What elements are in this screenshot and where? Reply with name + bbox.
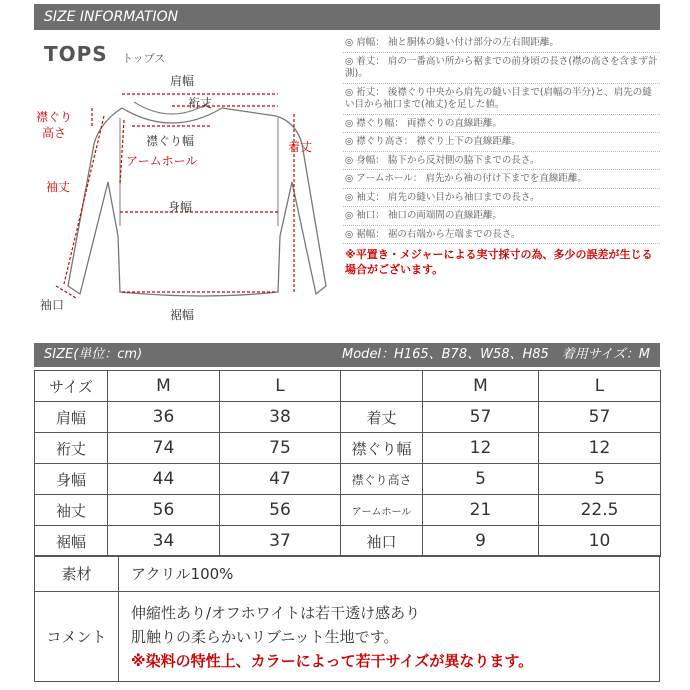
product-info-table bbox=[34, 555, 660, 682]
row-label: 着丈 bbox=[341, 402, 423, 433]
label-erigurihaba: 襟ぐり幅 bbox=[146, 134, 195, 148]
table-cell: 12 bbox=[423, 433, 539, 464]
table-cell: 34 bbox=[108, 526, 220, 557]
definition-yukitake: ◎ 裄丈： 後襟ぐり中央から肩先の縫い目まで(肩幅の半分)と、肩先の縫い目から袖口まで(袖丈)を足した値。 bbox=[343, 84, 660, 115]
comment-body bbox=[119, 592, 660, 682]
label-katahaba: 肩幅 bbox=[170, 74, 195, 88]
table-cell: 10 bbox=[539, 526, 661, 557]
definition-armhole: ◎ アームホール： 肩先から袖の付け下までを直線距離。 bbox=[343, 170, 660, 189]
table-cell: 37 bbox=[220, 526, 341, 557]
table-cell: 75 bbox=[220, 433, 341, 464]
definition-eriguritakasa: ◎ 襟ぐり高さ： 襟ぐり上下の直線距離。 bbox=[343, 133, 660, 152]
table-row bbox=[35, 495, 661, 526]
table-row bbox=[35, 464, 661, 495]
table-cell: 47 bbox=[220, 464, 341, 495]
table-row bbox=[35, 433, 661, 464]
garment-diagram bbox=[34, 66, 334, 336]
definition-mihaba: ◎ 身幅： 脇下から反対側の脇下までの長さ。 bbox=[343, 152, 660, 171]
row-label: 裄丈 bbox=[35, 433, 108, 464]
table-cell: 22.5 bbox=[539, 495, 661, 526]
row-label: 袖口 bbox=[341, 526, 423, 557]
comment-line-2: 肌触りの柔らかいリブニット生地です。 bbox=[131, 627, 399, 646]
table-row bbox=[35, 526, 661, 557]
material-row bbox=[35, 556, 660, 592]
table-cell: 57 bbox=[539, 402, 661, 433]
header-cell: M bbox=[423, 371, 539, 402]
definition-sodeguchi: ◎ 袖口： 袖口の両端間の直線距離。 bbox=[343, 207, 660, 226]
table-cell: 12 bbox=[539, 433, 661, 464]
table-cell: 5 bbox=[539, 464, 661, 495]
definition-kitake: ◎ 着丈： 肩の一番高い所から裾までの前身頃の長さ(襟の高さを含まず計測)。 bbox=[343, 53, 660, 84]
size-bar bbox=[34, 343, 660, 367]
table-cell: 56 bbox=[108, 495, 220, 526]
label-sodeguchi: 袖口 bbox=[40, 298, 65, 312]
material-value: アクリル100% bbox=[119, 556, 660, 592]
measurement-definitions bbox=[343, 34, 660, 280]
table-cell: 57 bbox=[423, 402, 539, 433]
definition-katahaba: ◎ 肩幅： 袖と胴体の縫い付け部分の左右間距離。 bbox=[343, 34, 660, 53]
definition-susohaba: ◎ 裾幅： 裾の右端から左端までの長さ。 bbox=[343, 226, 660, 245]
size-table bbox=[34, 370, 661, 557]
header-cell: M bbox=[108, 371, 220, 402]
header-title: SIZE INFORMATION bbox=[44, 9, 179, 25]
row-label: 袖丈 bbox=[35, 495, 108, 526]
comment-label: コメント bbox=[35, 592, 119, 682]
header-cell: L bbox=[539, 371, 661, 402]
measurement-notice: ※平置き・メジャーによる実寸採寸の為、多少の誤差が生じる場合がございます。 bbox=[345, 248, 653, 276]
definition-sodetake: ◎ 袖丈： 肩先の縫い目から袖口までの長さ。 bbox=[343, 189, 660, 208]
row-label: 身幅 bbox=[35, 464, 108, 495]
table-cell: 74 bbox=[108, 433, 220, 464]
table-cell: 36 bbox=[108, 402, 220, 433]
table-cell: 21 bbox=[423, 495, 539, 526]
label-susohaba: 裾幅 bbox=[170, 308, 195, 322]
row-label: アームホール bbox=[341, 495, 423, 526]
size-information-header bbox=[34, 4, 660, 30]
table-cell: 38 bbox=[220, 402, 341, 433]
label-armhole: アームホール bbox=[126, 154, 198, 168]
header-cell bbox=[341, 371, 423, 402]
category-title: TOPS bbox=[44, 42, 108, 66]
comment-row bbox=[35, 592, 660, 682]
comment-line-1: 伸縮性あり/オフホワイトは若干透け感あり bbox=[131, 603, 421, 622]
header-cell: サイズ bbox=[35, 371, 108, 402]
label-eriguritakasa-2: 高さ bbox=[42, 126, 67, 140]
category-subtitle: トップス bbox=[122, 52, 166, 65]
label-sodetake: 袖丈 bbox=[46, 180, 71, 194]
comment-line-3: ※染料の特性上、カラーによって若干サイズが異なります。 bbox=[131, 651, 534, 670]
definition-erigurihaba: ◎ 襟ぐり幅： 両襟ぐりの直線距離。 bbox=[343, 115, 660, 134]
row-label: 裾幅 bbox=[35, 526, 108, 557]
row-label: 肩幅 bbox=[35, 402, 108, 433]
size-table-header bbox=[35, 371, 661, 402]
label-kitake: 着丈 bbox=[288, 140, 313, 154]
size-unit-label: SIZE(単位：cm) bbox=[44, 347, 143, 362]
row-label: 襟ぐり高さ bbox=[341, 464, 423, 495]
material-label: 素材 bbox=[35, 556, 119, 592]
label-mihaba: 身幅 bbox=[168, 200, 193, 214]
label-eriguritakasa-1: 襟ぐり bbox=[36, 110, 73, 124]
header-cell: L bbox=[220, 371, 341, 402]
row-label: 襟ぐり幅 bbox=[341, 433, 423, 464]
table-cell: 56 bbox=[220, 495, 341, 526]
table-row bbox=[35, 402, 661, 433]
table-cell: 5 bbox=[423, 464, 539, 495]
table-cell: 44 bbox=[108, 464, 220, 495]
model-info: Model：H165、B78、W58、H85 着用サイズ：M bbox=[342, 347, 650, 362]
table-cell: 9 bbox=[423, 526, 539, 557]
label-yukitake: 裄丈 bbox=[188, 96, 213, 110]
